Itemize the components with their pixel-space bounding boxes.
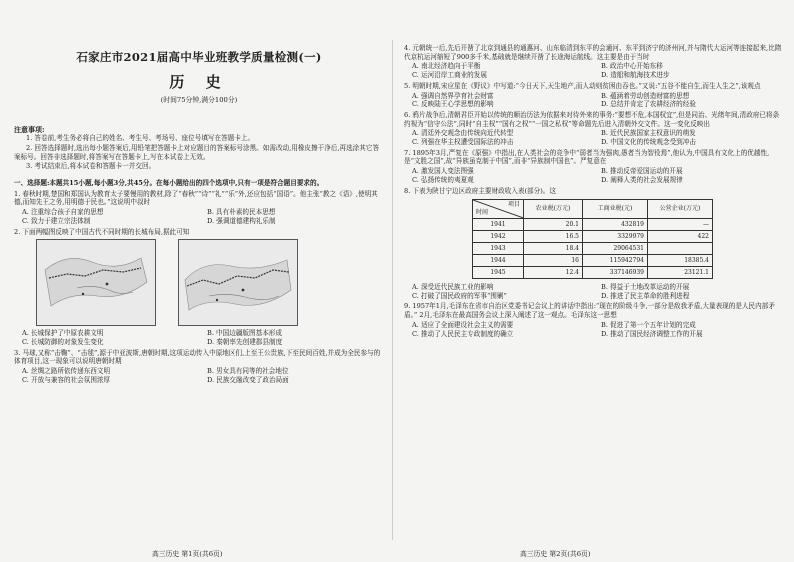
option: C. 推动了人民民主专政制度的确立 (412, 329, 514, 338)
option: D. 中国文化的传统观念受到冲击 (601, 138, 696, 147)
table-cell: 12.4 (524, 267, 583, 279)
option: B. 政治中心开始东移 (601, 62, 663, 71)
option: C. 打破了国民政府的军事“围剿” (412, 291, 507, 300)
question-8 (404, 187, 782, 301)
table-cell: 1941 (473, 219, 524, 231)
table-cell (648, 243, 713, 255)
map-figures (36, 239, 384, 326)
option: A. 清廷外交观念由传统向近代转型 (412, 129, 514, 138)
option: C. 反映陆王心学思想的影响 (412, 100, 494, 109)
question-3 (14, 349, 384, 385)
table-cell: 1943 (473, 243, 524, 255)
notice-heading: 注意事项: (14, 124, 45, 134)
section-heading: 一、选择题:本题共15小题,每小题3分,共45分。在每小题给出的四个选项中,只有一项是符合题目要求的。 (14, 178, 324, 187)
page-divider (392, 40, 393, 540)
table-row (473, 243, 713, 255)
option: D. 秦朝率先创建郡县制度 (207, 337, 283, 346)
option: B. 促进了第一个五年计划的完成 (601, 320, 696, 329)
table-cell: 1944 (473, 255, 524, 267)
left-page (14, 0, 384, 562)
option: B. 蕴涵着劳动创造财富的思想 (601, 91, 690, 100)
question-stem: 4. 元朝统一后,先后开凿了北京到通县的通惠河、山东临清到东平的会通河、东平到济宁的济州河,并与隋代大运河等连接起来,比隋代京杭运河缩短了900多千米,基础就是继续开凿了长途海运航线。这主要是由于当时 (404, 44, 782, 61)
table-cell: 1945 (473, 267, 524, 279)
table-col-header: 农业税(万元) (524, 200, 583, 219)
notice-item: 2. 回答选择题时,选出每小题答案后,用铅笔把答题卡上对应题目的答案标号涂黑。如需改动,用橡皮擦干净后,再选涂其它答案标号。回答非选择题时,将答案写在答题卡上,写在本试卷上无效。 (14, 143, 380, 161)
table-cell: 16 (524, 255, 583, 267)
question-4 (404, 44, 782, 80)
great-wall-map-1 (36, 239, 156, 326)
table-row (473, 255, 713, 267)
option: A. 南北经济趋向于平衡 (412, 62, 481, 71)
page-footer-right: 高三历史 第2页(共6页) (520, 550, 591, 558)
table-cell: 422 (648, 231, 713, 243)
option: C. 弘扬传统的夷夏观 (412, 175, 474, 184)
table-cell: 18385.4 (648, 255, 713, 267)
table-cell: 115942794 (583, 255, 648, 267)
option: A. 长城保护了中原农耕文明 (22, 329, 104, 338)
option: D. 推进了民主革命的胜利进程 (601, 291, 690, 300)
table-cell: 23121.1 (648, 267, 713, 279)
table-cell: 1942 (473, 231, 524, 243)
table-header-item: 项目 (507, 201, 520, 209)
option: C. 致力于建立宗法体制 (22, 216, 91, 225)
option: B. 具有朴素的民本思想 (207, 208, 276, 217)
table-cell: 337146939 (583, 267, 648, 279)
question-stem: 2. 下面两幅图反映了中国古代不同时期的长城布局,据此可知 (14, 227, 190, 236)
question-stem: 9. 1957年1月,毛泽东在省市自治区党委书记会议上的讲话中指出:“现在的阶级斗争,一部分是敌我矛盾,大量表现的是人民内部矛盾。” 2月,毛泽东在最高国务会议上深入阐述了这一观点。毛泽东这一思想 (404, 302, 775, 320)
option: B. 得益于土地改革运动的开展 (601, 283, 690, 292)
subject-title: 历 史 (169, 73, 229, 92)
question-stem: 7. 1895年3月,严复在《原强》中指出,在人类社会的竞争中“弱者当为强肉,愚者当为智役焉”,他认为,中国具有文化上的优越性,是“文胜之国”,故“异族虽克制于中国”,而非“异族制中国也”。严复意在 (404, 148, 770, 166)
option: C. 长城防御的对象发生变化 (22, 337, 104, 346)
option: B. 中国边疆版图基本形成 (207, 329, 282, 338)
great-wall-map-2 (178, 239, 298, 326)
option: D. 造船和航海技术进步 (601, 71, 670, 80)
question-7 (404, 149, 782, 185)
option: D. 民族交融改变了政治局面 (207, 375, 289, 384)
table-cell: 432819 (583, 219, 648, 231)
question-5 (404, 82, 782, 109)
table-corner-cell (473, 200, 524, 219)
option: A. 注重综合孩子自家的思想 (22, 208, 104, 217)
option: A. 强调自然界孕育社会财富 (412, 91, 494, 100)
option: A. 丝绸之路所依传递东西文明 (22, 367, 111, 376)
question-stem: 1. 春秋时期,楚国和郑国认为教育太子要慢用的教材,除了“春秋”“诗”“礼”“乐”外,还应包括“国语”。他主张“教之《语》,使明其德,而知先王之务,用明德于民也。”这说明中叔时 (14, 189, 378, 207)
option: B. 推动反帝爱国运动的开展 (601, 167, 683, 176)
table-row (473, 267, 713, 279)
option: D. 阐释人类的社会发展规律 (601, 175, 683, 184)
page-footer-left: 高三历史 第1页(共6页) (152, 550, 223, 558)
option: A. 激发国人变法图强 (412, 167, 474, 176)
question-stem: 6. 鸦片战争后,清朝君臣开始以传统的顺治历法为依据来对待外来的事务:“要想不危,本国权宜”,但是同治、光绪年间,清政府已将条约视为“信守公法”,同时“自主权”“国有之权”“一国之私权”等命题先后进入清朝外交文件。这一变化反映出 (404, 110, 780, 128)
table-cell: 18.4 (524, 243, 583, 255)
question-stem: 3. 马球,又称“击鞠”、“击毬”,源于中亚波斯,唐朝时期,这项运动传入中原地区们,上至王公贵族,下至民间百姓,并成为全民参与的体育项目,这一现象可以说明唐朝时期 (14, 348, 381, 366)
option: C. 开放与兼容的社会氛围浓厚 (22, 375, 111, 384)
diagonal-line (473, 200, 523, 218)
time-info: (时间75分钟,满分100分) (160, 95, 238, 104)
right-page (404, 0, 782, 562)
table-cell: 20.1 (524, 219, 583, 231)
option: D. 推动了国民经济调整工作的开展 (601, 329, 703, 338)
table-col-header: 工商业税(元) (583, 200, 648, 219)
table-row (473, 231, 713, 243)
option: B. 近代民族国家主权意识的萌发 (601, 129, 696, 138)
question-9 (404, 302, 782, 338)
option: D. 总结并肯定了农耕经济的经验 (601, 100, 696, 109)
table-cell: 16.5 (524, 231, 583, 243)
revenue-table (472, 199, 713, 279)
option: C. 列强在华主权遭受国际法的冲击 (412, 138, 514, 147)
table-row (473, 219, 713, 231)
table-col-header: 公营企业(万元) (648, 200, 713, 219)
question-6 (404, 111, 782, 147)
question-stem: 5. 明朝时期,宋应星在《野议》中写道:“今日天下,天生地产,而人动则贫困由吞也。”又说:“五谷不能自生,而生人生之”,该观点 (404, 81, 761, 90)
notice-item: 3. 考试结束后,将本试卷和答题卡一并交回。 (26, 162, 156, 171)
question-1 (14, 190, 384, 226)
table-header-time: 时间 (476, 209, 489, 217)
table-cell: 3329979 (583, 231, 648, 243)
question-stem: 8. 下表为陕甘宁边区政府主要财政收入表(部分)。这 (404, 186, 556, 195)
table-cell: 29064531 (583, 243, 648, 255)
option: C. 运河沿岸工商业的发展 (412, 71, 487, 80)
option: B. 男女具有同等的社会地位 (207, 367, 289, 376)
option: A. 深受近代民族工业的影响 (412, 283, 494, 292)
exam-title: 石家庄市2021届高中毕业班教学质量检测(一) (76, 50, 322, 64)
option: A. 适应了全面建设社会主义的需要 (412, 320, 514, 329)
notice-item: 1. 答卷前,考生务必将自己的姓名、考生号、考场号、座位号填写在答题卡上。 (26, 134, 255, 143)
option: D. 强调道德建构礼乐制 (207, 216, 276, 225)
table-cell: — (648, 219, 713, 231)
question-2 (14, 228, 384, 347)
